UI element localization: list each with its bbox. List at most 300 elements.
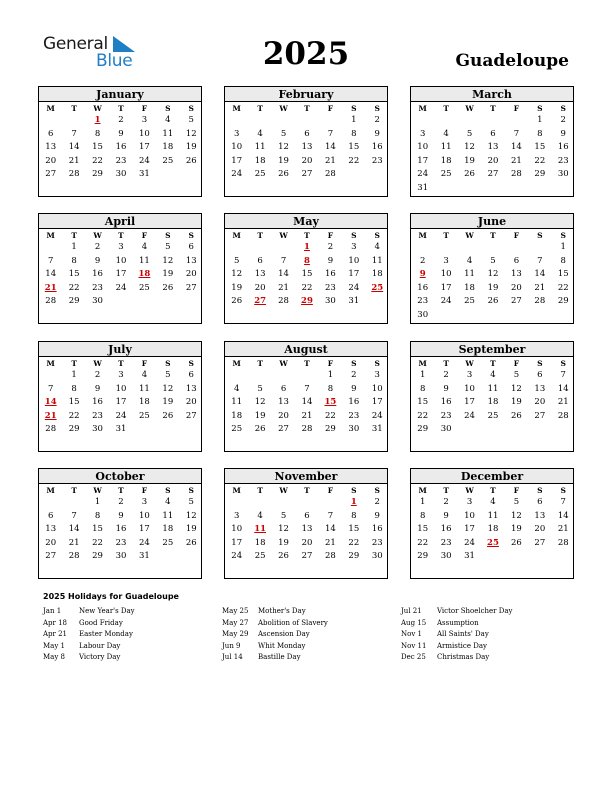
empty-day-cell [62,114,85,128]
holiday-date: Apr 18 [43,618,68,627]
day-cell: 3 [118,242,124,252]
empty-day-cell [39,496,62,510]
weekday-header: S [537,231,543,240]
day-cell: 3 [443,255,449,266]
holiday-day-cell: 21 [44,282,57,293]
day-cell: 7 [48,383,54,394]
day-cell: 2 [351,370,357,380]
day-cell: 17 [417,155,429,166]
day-cell: 9 [374,510,380,521]
month-grid [225,357,387,437]
day-cell: 31 [138,169,150,180]
day-cell: 25 [231,424,243,435]
day-cell: 23 [371,537,383,548]
day-cell: 16 [440,524,452,535]
day-cell: 5 [257,383,263,394]
empty-day-cell [248,241,271,255]
day-cell: 18 [464,282,475,293]
holiday-row [43,641,218,653]
day-cell: 23 [440,537,452,548]
weekday-header: F [327,104,334,113]
day-cell: 14 [68,524,80,535]
day-cell: 16 [371,142,383,153]
weekday-header: S [374,359,380,368]
holiday-day-cell: 29 [301,296,313,307]
day-cell: 22 [68,410,80,421]
weekday-header: T [443,486,449,495]
day-cell: 14 [301,397,313,408]
day-cell: 2 [443,370,449,380]
day-cell: 8 [94,510,101,521]
day-cell: 22 [348,537,360,548]
weekday-header: M [46,231,55,240]
day-cell: 16 [115,524,127,535]
day-cell: 24 [231,551,243,562]
holiday-date: Nov 1 [401,630,422,638]
holiday-name: Armistice Day [437,641,487,650]
day-cell: 1 [420,497,426,507]
holiday-day-cell: 1 [304,242,310,252]
weekday-header: T [118,104,124,113]
empty-day-cell [295,369,318,383]
day-cell: 24 [348,282,360,293]
day-cell: 3 [351,242,357,252]
day-cell: 5 [234,255,240,266]
day-cell: 11 [464,269,475,280]
day-cell: 5 [280,510,287,521]
day-cell: 24 [231,169,243,180]
day-cell: 12 [510,383,522,394]
day-cell: 7 [560,370,566,380]
day-cell: 19 [464,155,475,166]
logo-word-blue: Blue [96,51,133,71]
weekday-header: W [465,231,474,240]
month-october [38,468,202,579]
day-cell: 30 [440,551,452,562]
day-cell: 6 [304,128,310,139]
weekday-header: S [374,231,380,240]
day-cell: 2 [94,242,101,252]
day-cell: 3 [466,497,473,507]
day-cell: 26 [278,169,289,180]
holiday-date: Jun 9 [222,641,241,650]
day-cell: 23 [371,155,383,166]
day-cell: 10 [464,383,475,394]
day-cell: 28 [324,551,336,562]
weekday-header: W [93,359,102,368]
weekday-header: M [232,231,241,240]
day-cell: 2 [560,115,566,125]
day-cell: 17 [231,537,243,548]
day-cell: 28 [324,169,336,180]
weekday-header: F [141,104,148,113]
day-cell: 26 [278,551,289,562]
day-cell: 10 [440,269,452,280]
day-cell: 10 [115,383,127,394]
weekday-header: S [188,104,194,113]
day-cell: 23 [440,410,452,421]
day-cell: 14 [557,510,569,521]
day-cell: 21 [278,282,289,293]
weekday-header: S [188,486,194,495]
month-may [224,213,388,324]
day-cell: 23 [557,155,569,166]
day-cell: 6 [537,370,543,380]
day-cell: 19 [278,537,289,548]
month-march [410,86,574,197]
day-cell: 26 [254,424,266,435]
empty-day-cell [319,114,342,128]
day-cell: 11 [138,255,150,266]
holiday-day-cell: 9 [419,269,426,280]
day-cell: 5 [188,115,194,125]
month-grid [411,229,573,323]
holiday-row [222,641,397,653]
day-cell: 16 [92,397,103,408]
day-cell: 26 [162,282,174,293]
day-cell: 23 [324,282,336,293]
day-cell: 16 [92,269,103,280]
day-cell: 26 [231,296,243,307]
day-cell: 30 [348,424,360,435]
weekday-header: W [279,486,288,495]
day-cell: 4 [234,383,240,394]
day-cell: 9 [327,255,334,266]
day-cell: 5 [513,497,520,507]
weekday-header: F [141,486,148,495]
weekday-header: T [490,231,496,240]
holiday-day-cell: 15 [324,397,337,408]
weekday-header: S [165,486,171,495]
holiday-row [222,618,397,630]
day-cell: 13 [301,524,313,535]
empty-day-cell [458,114,481,128]
day-cell: 1 [71,242,77,252]
day-cell: 9 [351,383,357,394]
holiday-row [401,606,576,618]
month-grid [225,484,387,564]
day-cell: 12 [278,142,289,153]
empty-day-cell [225,369,248,383]
month-title: April [39,214,201,229]
weekday-header: F [513,486,520,495]
weekday-header: S [374,104,380,113]
day-cell: 4 [165,497,171,507]
month-title: May [225,214,387,229]
weekday-header: F [327,486,334,495]
day-cell: 10 [371,383,383,394]
day-cell: 12 [487,269,499,280]
day-cell: 8 [420,510,426,521]
empty-day-cell [319,496,342,510]
day-cell: 15 [534,142,546,153]
day-cell: 19 [510,524,522,535]
weekday-header: W [465,486,474,495]
day-cell: 27 [301,551,313,562]
day-cell: 27 [301,169,313,180]
day-cell: 27 [534,537,546,548]
day-cell: 4 [490,370,496,380]
day-cell: 18 [440,155,452,166]
day-cell: 21 [557,397,569,408]
weekday-header: S [537,486,543,495]
month-february [224,86,388,197]
day-cell: 22 [534,155,546,166]
day-cell: 21 [534,282,546,293]
day-cell: 12 [231,269,243,280]
day-cell: 8 [327,383,334,394]
day-cell: 13 [278,397,289,408]
day-cell: 4 [490,497,496,507]
day-cell: 23 [115,155,127,166]
day-cell: 17 [464,524,475,535]
day-cell: 15 [92,524,103,535]
weekday-header: S [165,231,171,240]
weekday-header: W [93,104,102,113]
day-cell: 2 [118,497,124,507]
empty-day-cell [528,241,551,255]
day-cell: 4 [141,370,148,380]
day-cell: 16 [440,397,452,408]
day-cell: 5 [188,497,194,507]
day-cell: 18 [231,410,243,421]
day-cell: 4 [374,242,380,252]
weekday-header: M [418,359,427,368]
day-cell: 17 [371,397,383,408]
holiday-date: Aug 15 [401,618,427,627]
day-cell: 21 [324,537,336,548]
day-cell: 7 [537,255,543,266]
day-cell: 19 [162,269,174,280]
day-cell: 14 [324,142,336,153]
day-cell: 31 [417,182,429,193]
holiday-row [401,629,576,641]
day-cell: 20 [45,155,57,166]
day-cell: 31 [115,424,127,435]
calendar-year: 2025 [262,36,350,72]
day-cell: 15 [348,142,360,153]
holiday-date: May 1 [43,641,65,650]
day-cell: 18 [162,524,174,535]
day-cell: 25 [464,296,475,307]
holiday-name: Ascension Day [258,630,310,638]
day-cell: 2 [118,115,124,125]
day-cell: 29 [324,424,336,435]
day-cell: 6 [188,242,194,252]
holiday-name: Assumption [437,618,479,627]
day-cell: 2 [94,370,101,380]
holiday-day-cell: 18 [138,269,151,280]
month-title: March [411,87,573,102]
day-cell: 14 [68,142,80,153]
weekday-header: T [443,104,449,113]
day-cell: 3 [420,128,426,139]
day-cell: 24 [138,155,150,166]
day-cell: 25 [162,537,174,548]
day-cell: 12 [162,383,174,394]
holiday-day-cell: 21 [44,410,57,421]
weekday-header: T [490,486,496,495]
day-cell: 9 [560,128,566,139]
holiday-date: Jul 14 [222,653,243,661]
holiday-column [43,606,218,664]
day-cell: 8 [71,255,77,266]
day-cell: 9 [94,383,101,394]
day-cell: 13 [534,510,546,521]
day-cell: 6 [513,255,520,266]
day-cell: 28 [557,410,569,421]
day-cell: 4 [466,255,473,266]
holiday-name: Victor Shoelcher Day [437,607,513,615]
day-cell: 15 [68,397,80,408]
empty-day-cell [458,241,481,255]
day-cell: 30 [371,551,383,562]
weekday-header: M [232,486,241,495]
day-cell: 20 [278,410,289,421]
day-cell: 22 [557,282,569,293]
month-grid [39,484,201,564]
day-cell: 12 [510,510,522,521]
day-cell: 9 [118,128,124,139]
day-cell: 1 [420,370,426,380]
holiday-row [222,629,397,641]
holiday-row [222,606,397,618]
empty-day-cell [411,114,434,128]
day-cell: 4 [141,242,148,252]
month-title: July [39,342,201,357]
holiday-column [222,606,397,664]
day-cell: 6 [304,510,310,521]
day-cell: 9 [94,255,101,266]
empty-day-cell [295,496,318,510]
day-cell: 24 [115,282,127,293]
empty-day-cell [62,496,85,510]
day-cell: 1 [351,115,357,125]
day-cell: 20 [185,397,197,408]
weekday-header: M [46,104,55,113]
month-november [224,468,388,579]
day-cell: 2 [443,497,449,507]
day-cell: 14 [278,269,289,280]
day-cell: 5 [466,128,473,139]
holiday-day-cell: 1 [350,497,357,507]
weekday-header: T [304,486,310,495]
day-cell: 29 [557,296,569,307]
day-cell: 28 [278,296,289,307]
weekday-header: F [513,104,520,113]
day-cell: 25 [440,169,452,180]
month-grid [411,484,573,564]
weekday-header: M [46,486,55,495]
day-cell: 10 [231,142,243,153]
holiday-name: Mother's Day [258,607,306,615]
day-cell: 3 [234,128,240,139]
day-cell: 5 [165,242,171,252]
day-cell: 30 [115,169,127,180]
day-cell: 4 [165,115,171,125]
day-cell: 3 [141,497,148,507]
day-cell: 24 [371,410,383,421]
holiday-date: Nov 11 [401,641,427,650]
day-cell: 23 [92,410,103,421]
day-cell: 30 [324,296,336,307]
day-cell: 16 [417,282,429,293]
day-cell: 28 [534,296,546,307]
day-cell: 11 [371,255,383,266]
day-cell: 14 [534,269,546,280]
day-cell: 17 [464,397,475,408]
day-cell: 7 [327,128,334,139]
weekday-header: T [71,359,77,368]
weekday-header: T [118,359,124,368]
day-cell: 18 [487,397,499,408]
day-cell: 18 [254,155,266,166]
day-cell: 6 [280,383,287,394]
day-cell: 5 [490,255,496,266]
day-cell: 15 [301,269,313,280]
day-cell: 27 [510,296,522,307]
day-cell: 1 [537,115,543,125]
holiday-name: Bastille Day [258,653,301,661]
month-april [38,213,202,324]
day-cell: 13 [254,269,266,280]
weekday-header: S [351,231,357,240]
day-cell: 22 [324,410,336,421]
weekday-header: T [257,231,263,240]
weekday-header: T [304,104,310,113]
day-cell: 31 [464,551,475,562]
day-cell: 19 [185,524,197,535]
day-cell: 7 [280,255,287,266]
day-cell: 9 [118,510,124,521]
day-cell: 30 [440,424,452,435]
day-cell: 29 [417,551,429,562]
weekday-header: S [537,104,543,113]
holiday-row [43,652,218,664]
day-cell: 7 [48,255,54,266]
day-cell: 4 [257,128,263,139]
holiday-date: Jan 1 [43,607,62,615]
day-cell: 31 [371,424,383,435]
month-december [410,468,574,579]
day-cell: 28 [557,537,569,548]
holiday-date: Jul 21 [401,607,422,615]
weekday-header: T [118,486,124,495]
day-cell: 20 [534,524,546,535]
day-cell: 10 [115,255,127,266]
month-july [38,341,202,452]
weekday-header: T [257,486,263,495]
day-cell: 27 [185,410,197,421]
day-cell: 27 [185,282,197,293]
holiday-row [401,641,576,653]
empty-day-cell [39,241,62,255]
day-cell: 6 [48,128,54,139]
holiday-name: Labour Day [79,641,121,650]
weekday-header: S [165,104,171,113]
holiday-row [43,618,218,630]
weekday-header: F [141,231,148,240]
weekday-header: M [418,104,427,113]
day-cell: 13 [45,142,57,153]
day-cell: 27 [45,551,57,562]
holiday-row [43,606,218,618]
day-cell: 21 [68,537,80,548]
holiday-day-cell: 25 [487,537,499,548]
day-cell: 14 [45,269,57,280]
day-cell: 1 [71,370,77,380]
day-cell: 20 [254,282,266,293]
